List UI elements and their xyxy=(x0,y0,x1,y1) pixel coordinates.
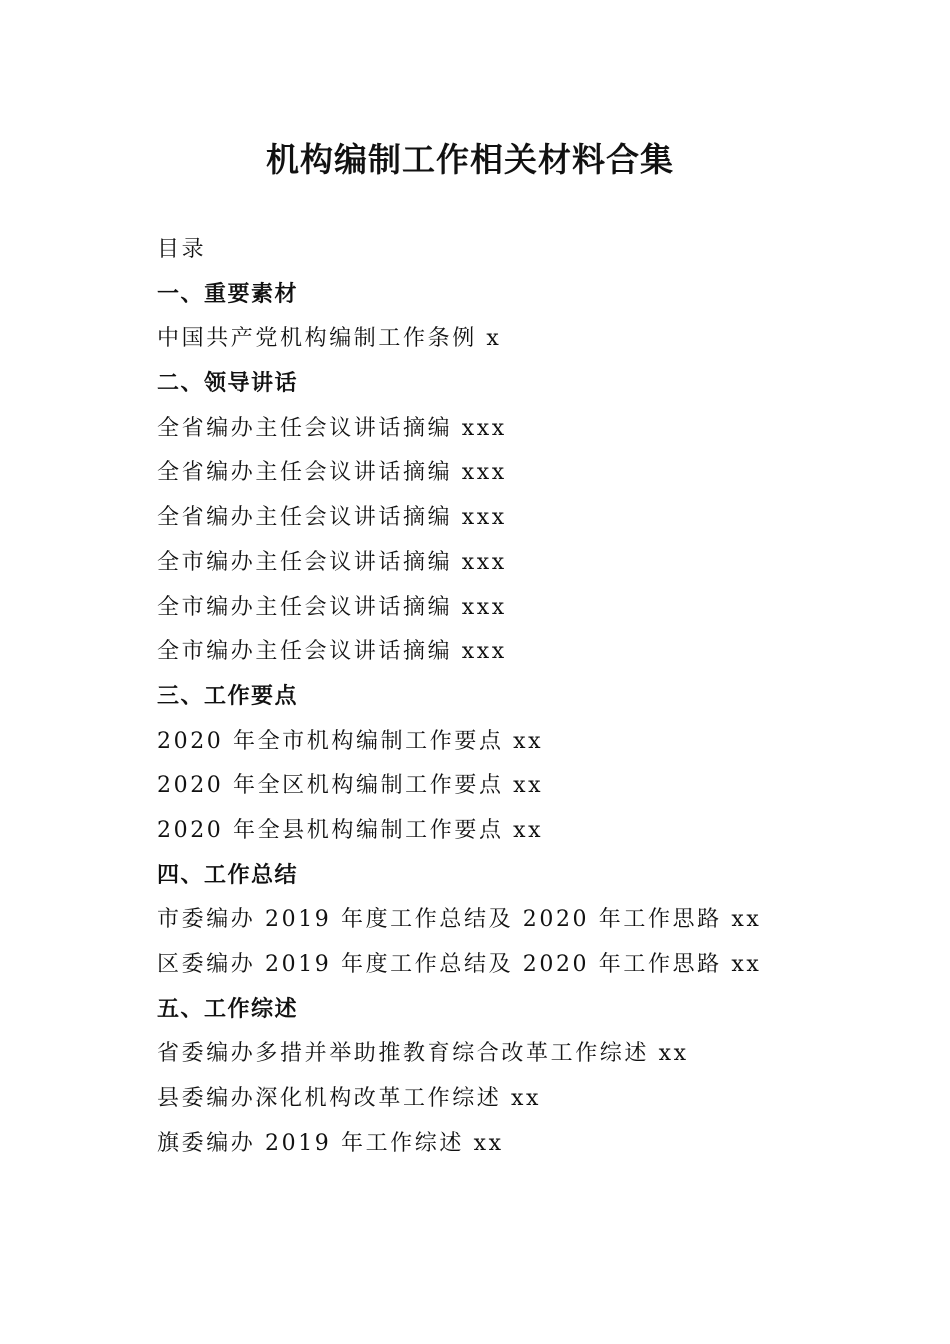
toc-item: 2020 年全区机构编制工作要点 xx xyxy=(157,773,544,799)
toc-item: 全省编办主任会议讲话摘编 xxx xyxy=(157,505,507,531)
document-title: 机构编制工作相关材料合集 xyxy=(266,140,674,179)
toc-item: 全市编办主任会议讲话摘编 xxx xyxy=(157,594,507,620)
toc-label: 目录 xyxy=(157,237,207,262)
toc-item: 全省编办主任会议讲话摘编 xxx xyxy=(157,415,507,441)
section-heading: 三、工作要点 xyxy=(157,683,299,709)
toc-item: 县委编办深化机构改革工作综述 xx xyxy=(157,1086,542,1112)
section-heading: 五、工作综述 xyxy=(157,996,299,1022)
section-heading: 一、重要素材 xyxy=(157,281,299,307)
section-heading: 四、工作总结 xyxy=(157,862,299,888)
section-heading: 二、领导讲话 xyxy=(157,371,299,397)
toc-item: 市委编办 2019 年度工作总结及 2020 年工作思路 xx xyxy=(157,907,762,933)
toc-item: 2020 年全县机构编制工作要点 xx xyxy=(157,817,544,843)
table-of-contents xyxy=(157,228,877,1166)
toc-item: 全市编办主任会议讲话摘编 xxx xyxy=(157,549,507,575)
toc-item: 区委编办 2019 年度工作总结及 2020 年工作思路 xx xyxy=(157,952,762,977)
toc-item: 全市编办主任会议讲话摘编 xxx xyxy=(157,639,507,665)
toc-item: 旗委编办 2019 年工作综述 xx xyxy=(157,1130,504,1156)
toc-item: 2020 年全市机构编制工作要点 xx xyxy=(157,728,544,754)
toc-item: 省委编办多措并举助推教育综合改革工作综述 xx xyxy=(157,1041,689,1067)
toc-item: 全省编办主任会议讲话摘编 xxx xyxy=(157,460,507,486)
toc-item: 中国共产党机构编制工作条例 x xyxy=(157,326,502,352)
